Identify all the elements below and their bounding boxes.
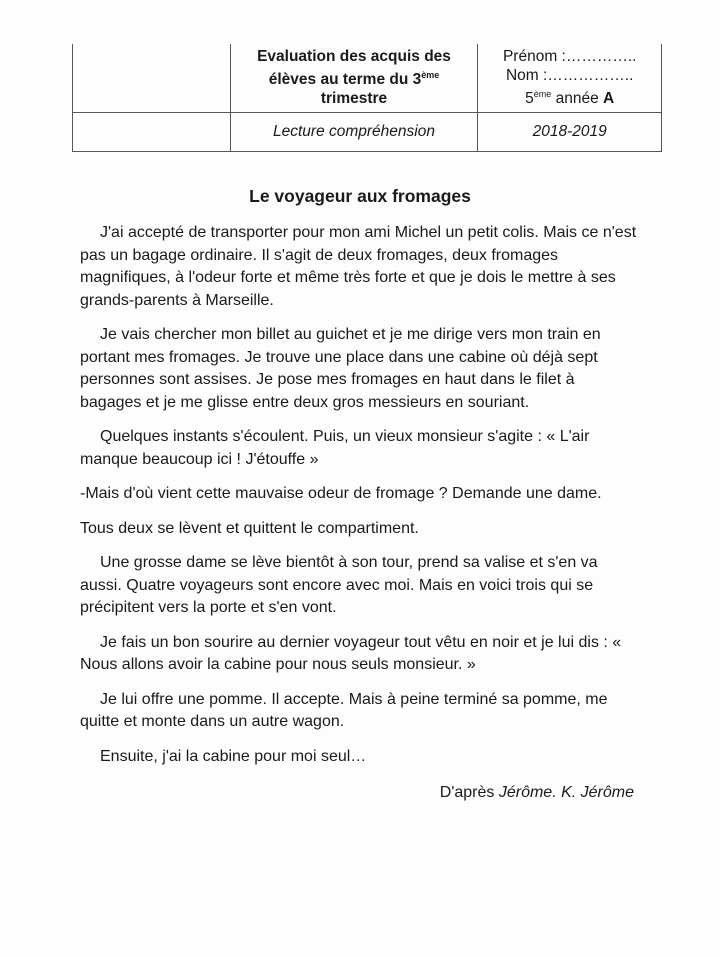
- title-text: élèves au terme du 3: [268, 71, 422, 89]
- blank-cell: [73, 44, 231, 113]
- paragraph: Je fais un bon sourire au dernier voyageur tout vêtu en noir et je lui dis : « Nous allons avoir la cabine pour nous seuls monsieur. »: [80, 633, 622, 673]
- title-line: [232, 66, 477, 89]
- subject-label: Lecture compréhension: [230, 113, 478, 152]
- paragraph: Je vais chercher mon billet au guichet et je me dirige vers mon train en portant mes fromages. Je trouve une place dans une cabine où déjà sept personnes sont assises. Je pose mes fromages en haut dans le filet à bagages et je me glisse entre deux gros messieurs en souriant.: [80, 326, 601, 411]
- title-line: trimestre: [320, 89, 388, 107]
- paragraph: Une grosse dame se lève bientôt à son tour, prend sa valise et s'en va aussi. Quatre voyageurs sont encore avec moi. Mais en voici trois qui se précipitent vers la porte et s'en vont.: [80, 554, 598, 616]
- blank-cell: [73, 113, 231, 152]
- reading-text: [80, 222, 640, 805]
- evaluation-title: [230, 44, 478, 113]
- school-year: 2018-2019: [478, 113, 662, 152]
- source-author: Jérôme. K. Jérôme: [498, 784, 634, 801]
- paragraph: Tous deux se lèvent et quittent le compartiment.: [80, 519, 419, 537]
- class-num: 5: [525, 90, 534, 108]
- source-attribution: [80, 782, 640, 805]
- class-label: [479, 85, 660, 108]
- class-letter: A: [603, 90, 615, 108]
- student-info: [478, 44, 662, 113]
- header-table: [72, 44, 662, 152]
- prenom-field: Prénom :…………..: [502, 48, 637, 66]
- text-title: Le voyageur aux fromages: [249, 186, 471, 206]
- paragraph: J'ai accepté de transporter pour mon ami Michel un petit colis. Mais ce n'est pas un bagage ordinaire. Il s'agit de deux fromages, deux fromages magnifiques, à l'odeur forte et même très forte et que je dois le mettre à ses grands-parents à Marseille.: [80, 224, 637, 309]
- paragraph: Ensuite, j'ai la cabine pour moi seul…: [100, 747, 367, 765]
- paragraph: -Mais d'où vient cette mauvaise odeur de fromage ? Demande une dame.: [80, 485, 602, 502]
- title-line: Evaluation des acquis des: [257, 48, 451, 66]
- source-prefix: D'après: [439, 784, 499, 801]
- paragraph: Je lui offre une pomme. Il accepte. Mais à peine terminé sa pomme, me quitte et monte dans un autre wagon.: [80, 690, 608, 730]
- class-text: année: [551, 90, 604, 108]
- paragraph: Quelques instants s'écoulent. Puis, un vieux monsieur s'agite : « L'air manque beaucoup ici ! J'étouffe »: [80, 428, 590, 468]
- class-sup: ème: [533, 89, 552, 100]
- nom-field: Nom :……………..: [505, 67, 634, 85]
- title-sup: ème: [421, 70, 440, 81]
